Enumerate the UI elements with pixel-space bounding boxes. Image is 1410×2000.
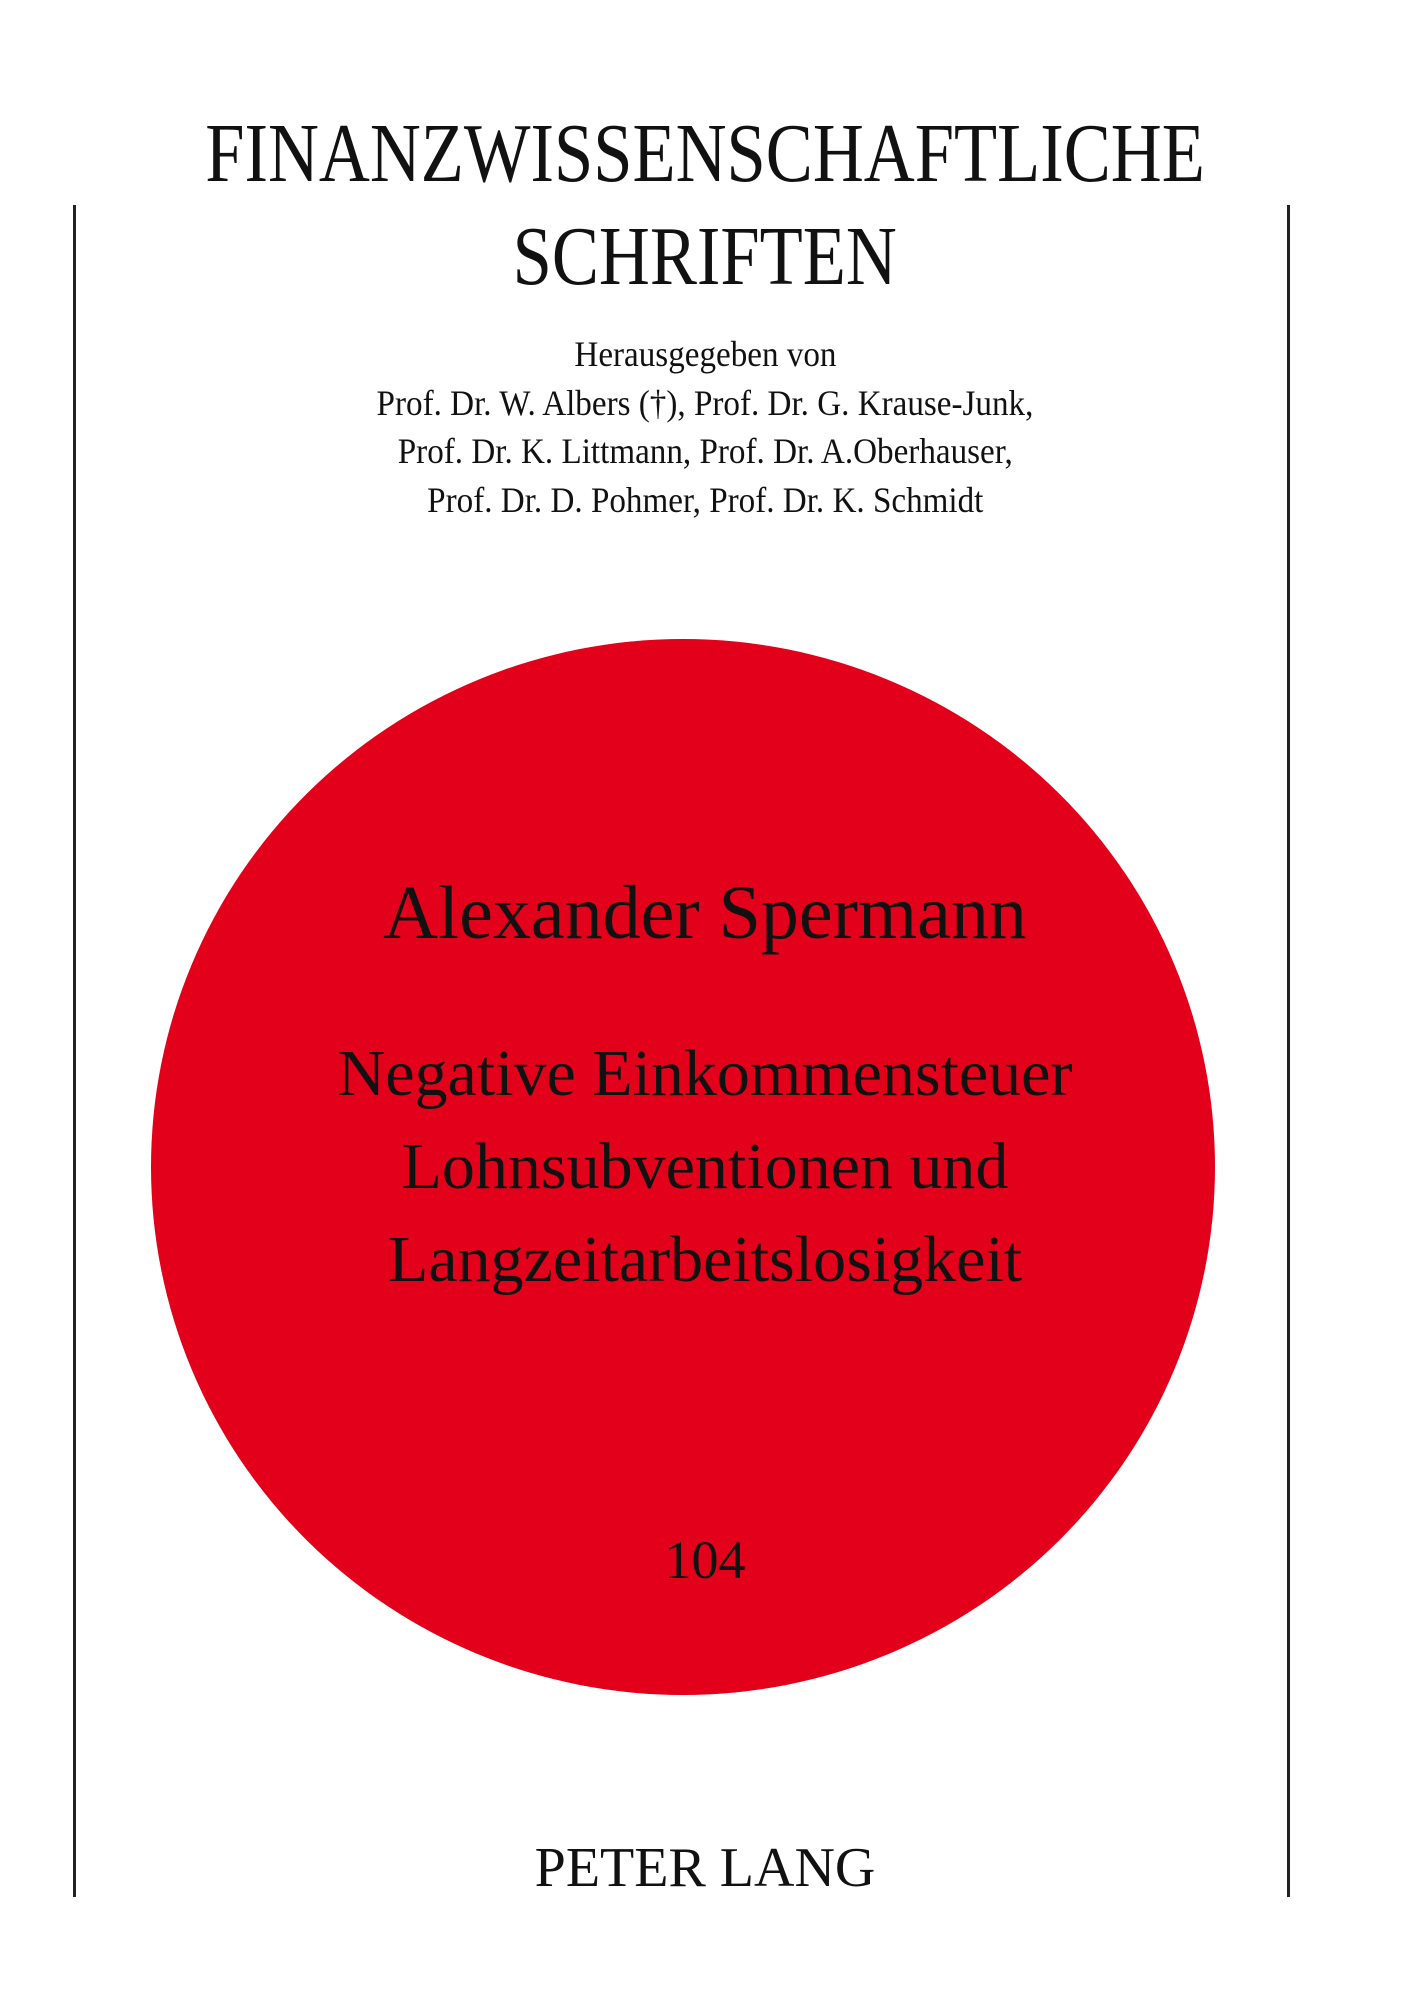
editors-line: Prof. Dr. D. Pohmer, Prof. Dr. K. Schmidt [426,480,984,520]
editors-intro: Herausgegeben von [573,334,837,374]
editors-line: Prof. Dr. W. Albers (†), Prof. Dr. G. Krause-Junk, [376,383,1034,423]
book-title-line: Langzeitarbeitslosigkeit [387,1223,1023,1296]
author-name: Alexander Spermann [383,871,1027,955]
volume-number: 104 [664,1530,746,1590]
series-title-line1: FINANZWISSENSCHAFTLICHE [205,107,1205,200]
editors-line: Prof. Dr. K. Littmann, Prof. Dr. A.Oberhauser, [397,431,1013,471]
publisher-name: PETER LANG [534,1837,876,1899]
book-title-line: Lohnsubventionen und [401,1130,1009,1203]
book-title-line: Negative Einkommensteuer [337,1037,1073,1110]
series-title-line2: SCHRIFTEN [512,210,898,303]
